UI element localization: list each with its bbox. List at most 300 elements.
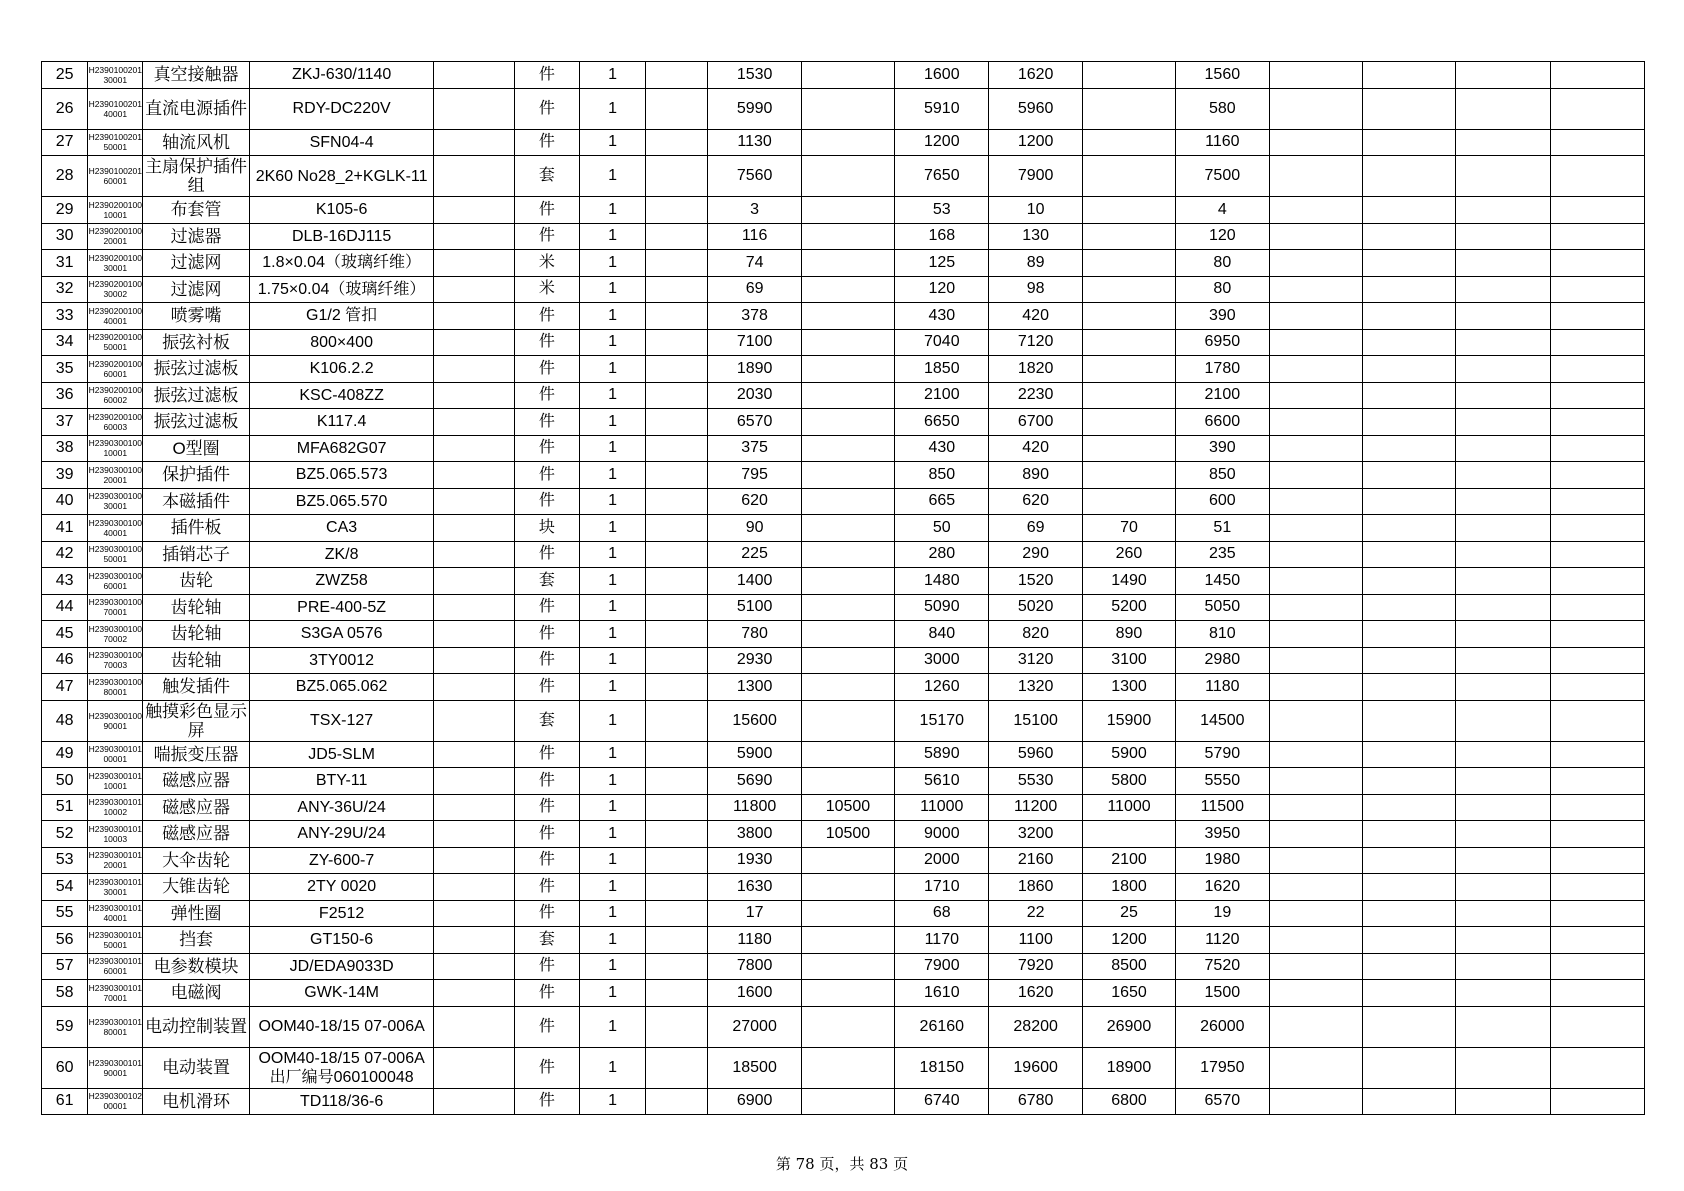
- blank-cell: [646, 674, 708, 701]
- price-cell: 5090: [895, 594, 989, 621]
- price-cell: 10: [989, 197, 1082, 224]
- blank-cell: [1362, 156, 1455, 197]
- price-cell: [801, 568, 894, 595]
- price-cell: 5100: [708, 594, 801, 621]
- price-cell: 3800: [708, 821, 801, 848]
- item-name-cell: 插销芯子: [143, 541, 249, 568]
- price-cell: 90: [708, 515, 801, 542]
- blank-cell: [434, 250, 514, 277]
- item-code-cell: H239030010010001: [88, 435, 143, 462]
- price-cell: 780: [708, 621, 801, 648]
- blank-cell: [1362, 674, 1455, 701]
- unit-cell: 件: [514, 794, 579, 821]
- price-cell: 15100: [989, 700, 1082, 741]
- blank-cell: [1456, 488, 1550, 515]
- price-cell: 850: [1176, 462, 1269, 489]
- price-cell: 1860: [989, 874, 1082, 901]
- blank-cell: [434, 1088, 514, 1115]
- price-cell: 3100: [1082, 647, 1175, 674]
- blank-cell: [1362, 356, 1455, 383]
- blank-cell: [646, 129, 708, 156]
- model-spec-cell: TSX-127: [249, 700, 434, 741]
- unit-cell: 件: [514, 488, 579, 515]
- blank-cell: [1550, 674, 1644, 701]
- price-cell: 5690: [708, 768, 801, 795]
- blank-cell: [434, 794, 514, 821]
- price-cell: 7100: [708, 329, 801, 356]
- table-row: [42, 874, 1645, 901]
- blank-cell: [646, 953, 708, 980]
- item-name-cell: 电参数模块: [143, 953, 249, 980]
- blank-cell: [434, 88, 514, 129]
- model-spec-cell: MFA682G07: [249, 435, 434, 462]
- blank-cell: [1456, 1006, 1550, 1047]
- row-number-cell: 56: [42, 927, 88, 954]
- blank-cell: [1456, 953, 1550, 980]
- table-row: [42, 250, 1645, 277]
- price-cell: 11000: [1082, 794, 1175, 821]
- price-cell: 7500: [1176, 156, 1269, 197]
- row-number-cell: 60: [42, 1047, 88, 1088]
- model-spec-cell: K106.2.2: [249, 356, 434, 383]
- blank-cell: [434, 700, 514, 741]
- item-code-cell: H239030010160001: [88, 953, 143, 980]
- price-cell: 5900: [708, 741, 801, 768]
- blank-cell: [1550, 382, 1644, 409]
- quantity-cell: 1: [579, 621, 645, 648]
- row-number-cell: 25: [42, 62, 88, 89]
- table-row: [42, 647, 1645, 674]
- item-code-cell: H239020010060001: [88, 356, 143, 383]
- blank-cell: [1456, 462, 1550, 489]
- blank-cell: [1550, 768, 1644, 795]
- table-body: [42, 62, 1645, 1115]
- blank-cell: [1550, 197, 1644, 224]
- unit-cell: 件: [514, 462, 579, 489]
- quantity-cell: 1: [579, 794, 645, 821]
- unit-cell: 件: [514, 768, 579, 795]
- item-code-cell: H239030010130001: [88, 874, 143, 901]
- blank-cell: [1456, 674, 1550, 701]
- blank-cell: [434, 847, 514, 874]
- unit-cell: 件: [514, 741, 579, 768]
- price-cell: 1160: [1176, 129, 1269, 156]
- row-number-cell: 31: [42, 250, 88, 277]
- blank-cell: [1550, 223, 1644, 250]
- item-name-cell: 轴流风机: [143, 129, 249, 156]
- price-cell: [1082, 329, 1175, 356]
- model-spec-cell: ZY-600-7: [249, 847, 434, 874]
- row-number-cell: 45: [42, 621, 88, 648]
- price-cell: 290: [989, 541, 1082, 568]
- blank-cell: [434, 223, 514, 250]
- blank-cell: [1362, 303, 1455, 330]
- blank-cell: [434, 488, 514, 515]
- blank-cell: [646, 821, 708, 848]
- blank-cell: [646, 1047, 708, 1088]
- blank-cell: [1362, 794, 1455, 821]
- price-cell: 5900: [1082, 741, 1175, 768]
- price-cell: 430: [895, 303, 989, 330]
- table-row: [42, 1047, 1645, 1088]
- blank-cell: [1362, 647, 1455, 674]
- unit-cell: 件: [514, 674, 579, 701]
- blank-cell: [1362, 62, 1455, 89]
- item-code-cell: H239020010030002: [88, 276, 143, 303]
- price-cell: [801, 980, 894, 1007]
- item-name-cell: 过滤网: [143, 276, 249, 303]
- row-number-cell: 46: [42, 647, 88, 674]
- unit-cell: 件: [514, 303, 579, 330]
- quantity-cell: 1: [579, 488, 645, 515]
- price-cell: 1450: [1176, 568, 1269, 595]
- blank-cell: [646, 594, 708, 621]
- price-cell: 280: [895, 541, 989, 568]
- price-cell: 5990: [708, 88, 801, 129]
- price-cell: 2100: [1176, 382, 1269, 409]
- blank-cell: [1456, 329, 1550, 356]
- table-row: [42, 88, 1645, 129]
- model-spec-cell: 1.75×0.04（玻璃纤维）: [249, 276, 434, 303]
- price-cell: 5530: [989, 768, 1082, 795]
- model-spec-cell: OOM40-18/15 07-006A: [249, 1006, 434, 1047]
- unit-cell: 件: [514, 197, 579, 224]
- price-cell: 9000: [895, 821, 989, 848]
- price-cell: 620: [708, 488, 801, 515]
- price-cell: 1480: [895, 568, 989, 595]
- price-cell: 3000: [895, 647, 989, 674]
- unit-cell: 米: [514, 250, 579, 277]
- price-cell: 11000: [895, 794, 989, 821]
- blank-cell: [1362, 1088, 1455, 1115]
- item-code-cell: H239020010060002: [88, 382, 143, 409]
- row-number-cell: 37: [42, 409, 88, 436]
- price-cell: 53: [895, 197, 989, 224]
- table-row: [42, 1088, 1645, 1115]
- blank-cell: [1269, 847, 1362, 874]
- price-table: [41, 61, 1645, 1115]
- price-cell: 68: [895, 900, 989, 927]
- table-row: [42, 303, 1645, 330]
- blank-cell: [434, 768, 514, 795]
- quantity-cell: 1: [579, 276, 645, 303]
- price-cell: 225: [708, 541, 801, 568]
- unit-cell: 件: [514, 980, 579, 1007]
- price-cell: 26900: [1082, 1006, 1175, 1047]
- model-spec-cell: SFN04-4: [249, 129, 434, 156]
- price-cell: [801, 768, 894, 795]
- blank-cell: [1550, 488, 1644, 515]
- blank-cell: [1456, 382, 1550, 409]
- model-spec-cell: K105-6: [249, 197, 434, 224]
- price-cell: 6570: [708, 409, 801, 436]
- blank-cell: [1362, 874, 1455, 901]
- price-cell: 5790: [1176, 741, 1269, 768]
- blank-cell: [1456, 900, 1550, 927]
- price-cell: 18500: [708, 1047, 801, 1088]
- blank-cell: [1550, 794, 1644, 821]
- price-cell: 890: [1082, 621, 1175, 648]
- blank-cell: [1269, 435, 1362, 462]
- quantity-cell: 1: [579, 700, 645, 741]
- price-cell: 8500: [1082, 953, 1175, 980]
- footer-mid: 页，共: [814, 1155, 870, 1173]
- price-cell: 98: [989, 276, 1082, 303]
- price-cell: 6900: [708, 1088, 801, 1115]
- table-row: [42, 980, 1645, 1007]
- row-number-cell: 61: [42, 1088, 88, 1115]
- blank-cell: [434, 329, 514, 356]
- row-number-cell: 36: [42, 382, 88, 409]
- unit-cell: 件: [514, 621, 579, 648]
- price-cell: 420: [989, 435, 1082, 462]
- row-number-cell: 44: [42, 594, 88, 621]
- price-cell: 11200: [989, 794, 1082, 821]
- price-cell: [1082, 488, 1175, 515]
- row-number-cell: 28: [42, 156, 88, 197]
- model-spec-cell: F2512: [249, 900, 434, 927]
- item-name-cell: 喘振变压器: [143, 741, 249, 768]
- price-cell: 600: [1176, 488, 1269, 515]
- item-code-cell: H239020010030001: [88, 250, 143, 277]
- blank-cell: [434, 980, 514, 1007]
- model-spec-cell: GT150-6: [249, 927, 434, 954]
- table-row: [42, 129, 1645, 156]
- price-cell: 5960: [989, 741, 1082, 768]
- price-cell: 27000: [708, 1006, 801, 1047]
- item-name-cell: 齿轮轴: [143, 594, 249, 621]
- unit-cell: 件: [514, 1088, 579, 1115]
- blank-cell: [1456, 541, 1550, 568]
- unit-cell: 件: [514, 953, 579, 980]
- price-cell: 1980: [1176, 847, 1269, 874]
- table-row: [42, 594, 1645, 621]
- blank-cell: [1362, 927, 1455, 954]
- page-number: 78: [795, 1155, 815, 1173]
- price-cell: 2160: [989, 847, 1082, 874]
- price-cell: 1620: [989, 980, 1082, 1007]
- price-cell: [801, 741, 894, 768]
- item-code-cell: H239030010040001: [88, 515, 143, 542]
- unit-cell: 件: [514, 594, 579, 621]
- footer-suffix: 页: [888, 1155, 909, 1173]
- item-name-cell: 齿轮轴: [143, 621, 249, 648]
- table-row: [42, 156, 1645, 197]
- blank-cell: [1269, 276, 1362, 303]
- price-cell: [801, 594, 894, 621]
- price-cell: 11800: [708, 794, 801, 821]
- quantity-cell: 1: [579, 88, 645, 129]
- quantity-cell: 1: [579, 409, 645, 436]
- unit-cell: 件: [514, 541, 579, 568]
- quantity-cell: 1: [579, 250, 645, 277]
- price-cell: 1520: [989, 568, 1082, 595]
- model-spec-cell: BZ5.065.062: [249, 674, 434, 701]
- price-cell: 7800: [708, 953, 801, 980]
- price-cell: 430: [895, 435, 989, 462]
- price-cell: 1320: [989, 674, 1082, 701]
- table-row: [42, 276, 1645, 303]
- item-code-cell: H239010020140001: [88, 88, 143, 129]
- price-cell: [801, 250, 894, 277]
- price-cell: [801, 874, 894, 901]
- unit-cell: 米: [514, 276, 579, 303]
- blank-cell: [434, 900, 514, 927]
- item-name-cell: 挡套: [143, 927, 249, 954]
- unit-cell: 件: [514, 435, 579, 462]
- price-cell: [801, 303, 894, 330]
- blank-cell: [646, 927, 708, 954]
- item-code-cell: H239030010020001: [88, 462, 143, 489]
- blank-cell: [1456, 768, 1550, 795]
- model-spec-cell: JD/EDA9033D: [249, 953, 434, 980]
- blank-cell: [1362, 409, 1455, 436]
- blank-cell: [434, 62, 514, 89]
- price-cell: 810: [1176, 621, 1269, 648]
- price-cell: 1560: [1176, 62, 1269, 89]
- price-cell: 26000: [1176, 1006, 1269, 1047]
- quantity-cell: 1: [579, 741, 645, 768]
- unit-cell: 件: [514, 409, 579, 436]
- blank-cell: [1456, 741, 1550, 768]
- price-cell: 6780: [989, 1088, 1082, 1115]
- item-code-cell: H239030010060001: [88, 568, 143, 595]
- blank-cell: [1269, 1047, 1362, 1088]
- table-row: [42, 927, 1645, 954]
- row-number-cell: 59: [42, 1006, 88, 1047]
- blank-cell: [646, 847, 708, 874]
- blank-cell: [434, 621, 514, 648]
- unit-cell: 件: [514, 223, 579, 250]
- blank-cell: [1456, 821, 1550, 848]
- price-cell: [801, 541, 894, 568]
- blank-cell: [646, 568, 708, 595]
- blank-cell: [434, 435, 514, 462]
- blank-cell: [1456, 568, 1550, 595]
- model-spec-cell: KSC-408ZZ: [249, 382, 434, 409]
- table-row: [42, 741, 1645, 768]
- unit-cell: 件: [514, 382, 579, 409]
- unit-cell: 块: [514, 515, 579, 542]
- table-row: [42, 1006, 1645, 1047]
- price-cell: 2930: [708, 647, 801, 674]
- blank-cell: [434, 303, 514, 330]
- page-total: 83: [869, 1155, 889, 1173]
- item-name-cell: 电动装置: [143, 1047, 249, 1088]
- item-name-cell: 直流电源插件: [143, 88, 249, 129]
- row-number-cell: 30: [42, 223, 88, 250]
- blank-cell: [1362, 1006, 1455, 1047]
- blank-cell: [646, 197, 708, 224]
- model-spec-cell: ZKJ-630/1140: [249, 62, 434, 89]
- blank-cell: [646, 488, 708, 515]
- row-number-cell: 39: [42, 462, 88, 489]
- model-spec-cell: RDY-DC220V: [249, 88, 434, 129]
- item-name-cell: 齿轮轴: [143, 647, 249, 674]
- price-cell: 19600: [989, 1047, 1082, 1088]
- blank-cell: [1456, 435, 1550, 462]
- item-name-cell: 真空接触器: [143, 62, 249, 89]
- price-cell: [801, 515, 894, 542]
- quantity-cell: 1: [579, 197, 645, 224]
- item-name-cell: 振弦过滤板: [143, 356, 249, 383]
- item-name-cell: 弹性圈: [143, 900, 249, 927]
- price-cell: 120: [1176, 223, 1269, 250]
- unit-cell: 件: [514, 329, 579, 356]
- price-cell: 2980: [1176, 647, 1269, 674]
- price-cell: 6570: [1176, 1088, 1269, 1115]
- table-row: [42, 953, 1645, 980]
- blank-cell: [1362, 250, 1455, 277]
- table-row: [42, 700, 1645, 741]
- blank-cell: [1362, 900, 1455, 927]
- blank-cell: [1550, 276, 1644, 303]
- price-cell: 890: [989, 462, 1082, 489]
- price-cell: 17950: [1176, 1047, 1269, 1088]
- quantity-cell: 1: [579, 1047, 645, 1088]
- blank-cell: [1269, 568, 1362, 595]
- blank-cell: [1362, 435, 1455, 462]
- unit-cell: 件: [514, 847, 579, 874]
- blank-cell: [1362, 621, 1455, 648]
- row-number-cell: 35: [42, 356, 88, 383]
- row-number-cell: 41: [42, 515, 88, 542]
- blank-cell: [1362, 821, 1455, 848]
- blank-cell: [1362, 980, 1455, 1007]
- blank-cell: [1362, 329, 1455, 356]
- unit-cell: 件: [514, 129, 579, 156]
- blank-cell: [1550, 329, 1644, 356]
- table-row: [42, 900, 1645, 927]
- item-name-cell: 磁感应器: [143, 821, 249, 848]
- price-cell: [1082, 88, 1175, 129]
- price-cell: 1120: [1176, 927, 1269, 954]
- model-spec-cell: S3GA 0576: [249, 621, 434, 648]
- price-cell: [801, 62, 894, 89]
- blank-cell: [1550, 900, 1644, 927]
- blank-cell: [1550, 356, 1644, 383]
- price-cell: 6740: [895, 1088, 989, 1115]
- price-cell: 420: [989, 303, 1082, 330]
- row-number-cell: 51: [42, 794, 88, 821]
- price-cell: [801, 329, 894, 356]
- price-cell: [1082, 356, 1175, 383]
- item-name-cell: 过滤网: [143, 250, 249, 277]
- blank-cell: [1456, 276, 1550, 303]
- blank-cell: [1362, 1047, 1455, 1088]
- blank-cell: [1362, 515, 1455, 542]
- row-number-cell: 49: [42, 741, 88, 768]
- price-cell: 15600: [708, 700, 801, 741]
- item-name-cell: 大伞齿轮: [143, 847, 249, 874]
- table-row: [42, 568, 1645, 595]
- price-cell: 69: [989, 515, 1082, 542]
- price-cell: 69: [708, 276, 801, 303]
- blank-cell: [434, 1006, 514, 1047]
- price-cell: 580: [1176, 88, 1269, 129]
- model-spec-cell: 1.8×0.04（玻璃纤维）: [249, 250, 434, 277]
- blank-cell: [646, 409, 708, 436]
- quantity-cell: 1: [579, 674, 645, 701]
- blank-cell: [1362, 541, 1455, 568]
- row-number-cell: 43: [42, 568, 88, 595]
- quantity-cell: 1: [579, 1006, 645, 1047]
- blank-cell: [646, 647, 708, 674]
- model-spec-cell: 800×400: [249, 329, 434, 356]
- blank-cell: [646, 356, 708, 383]
- price-cell: 1620: [989, 62, 1082, 89]
- blank-cell: [1269, 156, 1362, 197]
